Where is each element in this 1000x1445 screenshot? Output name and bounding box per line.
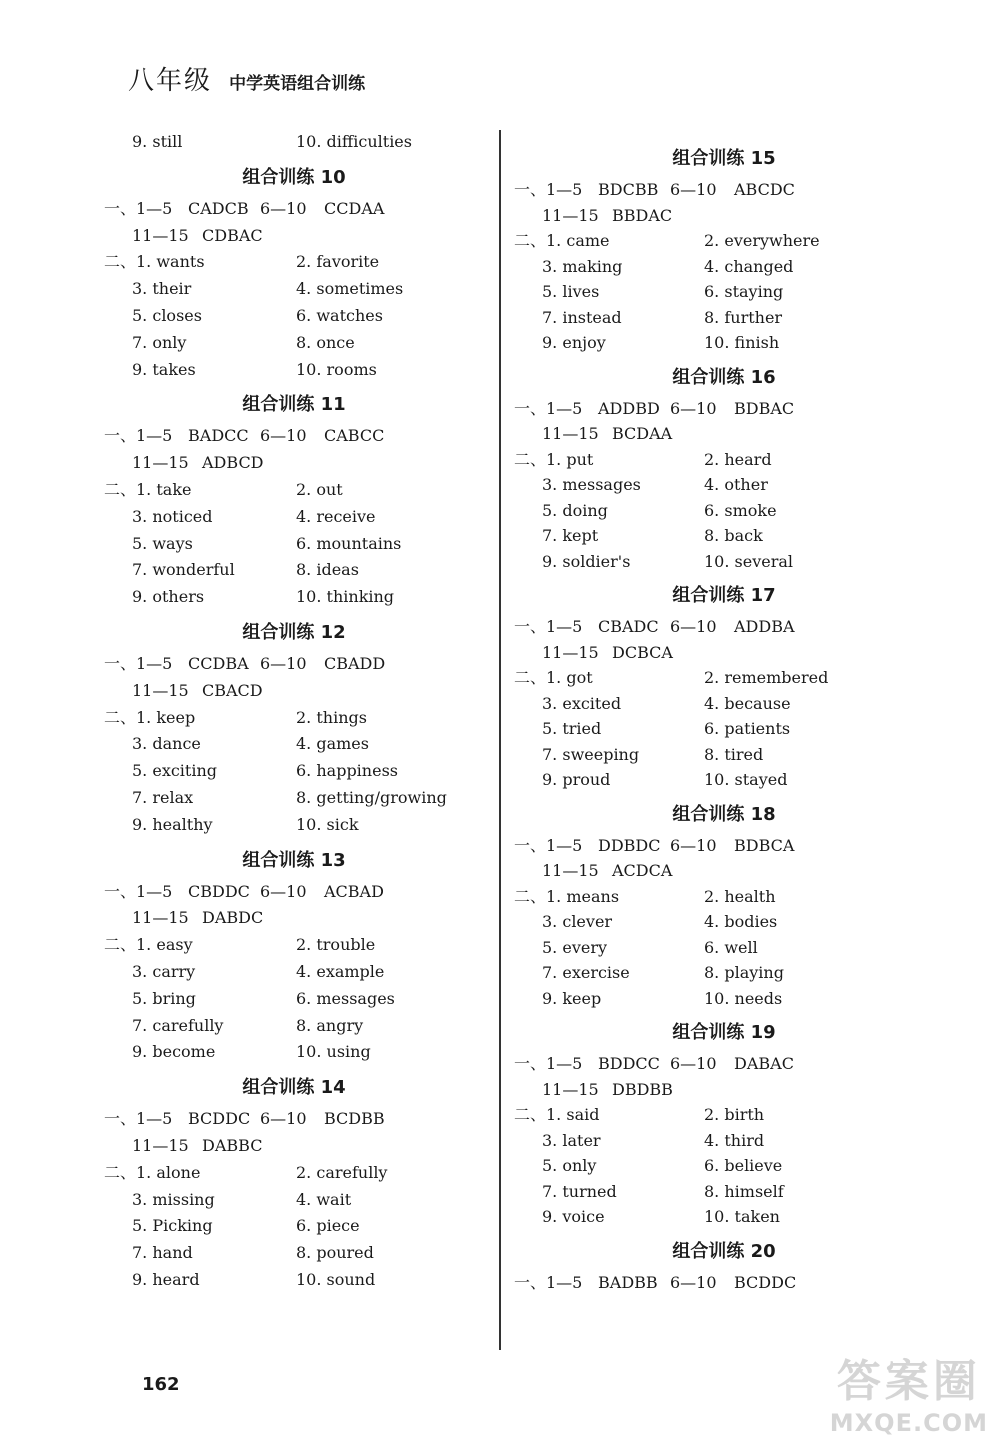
choice-answers-row — [104, 908, 484, 935]
answer-item: 二、1. take — [104, 479, 192, 499]
answer-item: 6. watches — [296, 305, 383, 325]
answer-item: 10. thinking — [296, 587, 395, 607]
answer-line — [104, 587, 484, 614]
choice-answers: DDBDC — [598, 835, 661, 855]
answer-line — [104, 1042, 484, 1069]
choice-label: 11—15 — [132, 680, 189, 700]
choice-label: 一、1—5 — [104, 881, 173, 901]
choice-answers-row — [514, 861, 934, 887]
answer-item: 5. doing — [542, 500, 608, 520]
answer-line — [104, 1190, 484, 1217]
watermark-text: 答案圈 — [836, 1356, 981, 1407]
choice-label: 一、1—5 — [104, 1109, 173, 1129]
choice-answers: ACBAD — [324, 881, 384, 901]
answer-item: 二、1. means — [514, 886, 620, 906]
answer-item: 4. changed — [704, 256, 794, 276]
answer-line — [514, 552, 934, 578]
answer-item: 4. sometimes — [296, 279, 404, 299]
answer-item: 3. missing — [132, 1189, 215, 1209]
answer-line — [514, 450, 934, 476]
watermark-url: MXQE.COM — [829, 1409, 988, 1437]
choice-label: 6—10 — [260, 198, 307, 218]
answer-item: 6. well — [704, 937, 758, 957]
answer-line — [514, 475, 934, 501]
choice-answers: DBDBB — [612, 1079, 673, 1099]
choice-answers-row — [514, 206, 934, 232]
right-column — [514, 140, 934, 1298]
book-title: 中学英语组合训练 — [229, 74, 366, 94]
choice-answers: ADBCD — [202, 453, 264, 473]
answer-item: 4. games — [296, 734, 369, 754]
answer-line — [514, 887, 934, 913]
answer-line — [104, 734, 484, 761]
answer-item: 6. mountains — [296, 533, 402, 553]
answer-item: 9. become — [132, 1042, 216, 1062]
answer-item: 2. remembered — [704, 668, 829, 687]
answer-item: 2. health — [704, 886, 776, 906]
answer-section — [514, 359, 934, 578]
choice-label: 一、1—5 — [104, 653, 173, 673]
answer-line — [104, 560, 484, 587]
answer-item: 4. receive — [296, 506, 376, 526]
choice-label: 11—15 — [542, 1079, 599, 1099]
answer-item: 3. their — [132, 279, 192, 299]
answer-item: 8. back — [704, 526, 763, 545]
answer-line — [104, 534, 484, 561]
choice-label: 一、1—5 — [104, 426, 173, 446]
choice-label: 6—10 — [670, 617, 717, 636]
choice-answers: DABAC — [734, 1054, 794, 1073]
choice-label: 6—10 — [260, 1109, 307, 1129]
answer-item: 7. relax — [132, 787, 194, 807]
answer-item: 4. because — [704, 693, 791, 713]
answer-line — [514, 719, 934, 745]
answer-line — [514, 694, 934, 720]
page-number: 162 — [142, 1374, 180, 1395]
answer-item: 9. healthy — [132, 814, 213, 834]
answer-item: 5. every — [542, 937, 608, 957]
answer-item: 8. ideas — [296, 560, 359, 580]
answer-item: 5. ways — [132, 533, 193, 553]
answer-item: 二、1. alone — [104, 1162, 201, 1182]
answer-line — [514, 989, 934, 1015]
choice-answers: CBACD — [202, 680, 263, 700]
choice-answers-row — [104, 882, 484, 909]
page-header — [128, 60, 365, 97]
answer-item: 二、1. wants — [104, 252, 205, 272]
choice-answers-row — [104, 1109, 484, 1136]
choice-label: 一、1—5 — [514, 1054, 583, 1073]
choice-answers-row — [514, 180, 934, 206]
answer-item: 9. keep — [542, 988, 602, 1008]
answer-item: 9. enjoy — [542, 333, 606, 352]
choice-label: 6—10 — [670, 1272, 717, 1292]
choice-label: 11—15 — [132, 1135, 189, 1155]
choice-label: 一、1—5 — [514, 617, 583, 636]
answer-line — [514, 912, 934, 938]
choice-label: 6—10 — [670, 180, 717, 199]
choice-answers: BDBCA — [734, 835, 795, 855]
answer-item: 4. example — [296, 961, 385, 981]
choice-answers-row — [104, 453, 484, 480]
answer-line — [514, 745, 934, 771]
answer-item: 二、1. keep — [104, 707, 196, 727]
answer-item: 8. himself — [704, 1181, 784, 1201]
section-title: 组合训练 14 — [242, 1077, 346, 1099]
section-title: 组合训练 11 — [242, 394, 346, 416]
answer-item: 2. favorite — [296, 252, 380, 272]
answer-item: 9. still — [132, 132, 183, 151]
choice-label: 6—10 — [670, 835, 717, 855]
choice-answers: CABCC — [324, 426, 385, 446]
answer-item: 7. wonderful — [132, 560, 235, 580]
answer-item: 10. needs — [704, 988, 783, 1008]
choice-answers-row — [514, 1054, 934, 1080]
answer-item: 3. excited — [542, 693, 622, 713]
answer-item: 5. Picking — [132, 1216, 213, 1236]
choice-answers: CBADD — [324, 653, 386, 673]
answer-line — [104, 788, 484, 815]
choice-answers: BCDAA — [612, 424, 673, 443]
choice-answers: DABDC — [202, 908, 264, 928]
answer-item: 9. heard — [132, 1269, 200, 1289]
answer-line — [514, 257, 934, 283]
answer-item: 9. others — [132, 587, 205, 607]
choice-answers: BDDCC — [598, 1054, 660, 1073]
answer-item: 6. believe — [704, 1156, 783, 1175]
grade-label: 八年级 — [128, 66, 213, 96]
choice-answers: ABCDC — [734, 180, 795, 199]
answer-section — [514, 1233, 934, 1299]
choice-answers: DABBC — [202, 1135, 263, 1155]
choice-answers-row — [104, 681, 484, 708]
answer-item: 8. getting/growing — [296, 787, 447, 807]
answer-section — [514, 796, 934, 1015]
answer-item: 10. difficulties — [296, 132, 412, 151]
choice-answers-row — [104, 226, 484, 253]
choice-answers: BBDAC — [612, 205, 673, 225]
answer-item: 7. kept — [542, 526, 599, 545]
answer-item: 3. carry — [132, 961, 196, 981]
answer-item: 4. bodies — [704, 912, 778, 931]
answer-item: 二、1. said — [514, 1105, 600, 1124]
answer-line — [514, 526, 934, 552]
choice-label: 6—10 — [670, 1054, 717, 1073]
section-title: 组合训练 20 — [672, 1240, 776, 1262]
choice-answers: CADCB — [188, 198, 249, 218]
choice-label: 6—10 — [260, 653, 307, 673]
choice-answers: CCDAA — [324, 198, 385, 218]
answer-line — [514, 501, 934, 527]
answer-line — [514, 1131, 934, 1157]
answer-line — [514, 231, 934, 257]
answer-item: 10. taken — [704, 1207, 780, 1226]
answer-item: 8. poured — [296, 1243, 374, 1263]
section-title: 组合训练 19 — [672, 1022, 776, 1043]
choice-answers: BCDBB — [324, 1109, 385, 1129]
answer-line — [104, 1243, 484, 1270]
section-title: 组合训练 15 — [672, 148, 776, 169]
answer-item: 10. stayed — [704, 770, 788, 789]
answer-line — [514, 1182, 934, 1208]
answer-item: 5. only — [542, 1156, 597, 1175]
answer-line — [514, 963, 934, 989]
answer-line — [104, 1163, 484, 1190]
choice-answers-row — [514, 424, 934, 450]
answer-item: 5. tried — [542, 719, 602, 738]
answer-item: 7. instead — [542, 307, 622, 327]
answer-item: 4. third — [704, 1130, 765, 1150]
answer-item: 8. once — [296, 332, 355, 352]
answer-line — [104, 306, 484, 333]
choice-answers-row — [514, 643, 934, 669]
column-divider — [499, 130, 501, 1350]
choice-answers-row — [514, 1273, 934, 1299]
answer-item: 9. takes — [132, 359, 196, 379]
choice-label: 6—10 — [260, 881, 307, 901]
answer-line — [514, 333, 934, 359]
answer-section — [104, 842, 484, 1070]
answer-item: 2. trouble — [296, 935, 376, 955]
answer-item: 7. only — [132, 332, 187, 352]
answer-line — [514, 1156, 934, 1182]
answer-item: 4. other — [704, 475, 768, 494]
answer-line — [104, 761, 484, 788]
answer-section — [514, 577, 934, 796]
answer-line — [514, 1207, 934, 1233]
answer-item: 5. exciting — [132, 761, 218, 781]
answer-line — [514, 668, 934, 694]
choice-answers-row — [104, 426, 484, 453]
answer-line — [104, 1216, 484, 1243]
answer-line — [514, 282, 934, 308]
answer-item: 二、1. got — [514, 668, 593, 687]
choice-label: 一、1—5 — [104, 198, 173, 218]
choice-answers: DCBCA — [612, 642, 673, 662]
answer-item: 9. voice — [542, 1207, 605, 1226]
answer-item: 3. later — [542, 1130, 601, 1150]
choice-label: 一、1—5 — [514, 180, 583, 199]
choice-label: 一、1—5 — [514, 1272, 583, 1292]
answer-item: 5. closes — [132, 305, 202, 325]
choice-label: 一、1—5 — [514, 398, 583, 418]
choice-answers: BCDDC — [188, 1109, 251, 1129]
answer-section — [104, 159, 484, 387]
answer-item: 二、1. came — [514, 231, 610, 250]
answer-item: 5. bring — [132, 988, 196, 1008]
choice-answers: CCDBA — [188, 653, 249, 673]
answer-item: 3. messages — [542, 475, 641, 494]
answer-item: 2. out — [296, 479, 343, 499]
choice-answers: BDBAC — [734, 398, 795, 418]
choice-label: 一、1—5 — [514, 835, 583, 855]
answer-section — [104, 1069, 484, 1297]
answer-item: 二、1. put — [514, 449, 594, 469]
answer-item: 6. patients — [704, 719, 791, 738]
left-column — [104, 132, 484, 1297]
answer-line — [104, 935, 484, 962]
answer-item: 2. birth — [704, 1105, 765, 1124]
answer-item: 6. staying — [704, 282, 784, 301]
answer-item: 3. noticed — [132, 506, 213, 526]
answer-section — [514, 1014, 934, 1233]
answer-item: 10. using — [296, 1042, 371, 1062]
answer-item: 8. further — [704, 307, 783, 327]
answer-item: 10. finish — [704, 333, 780, 352]
choice-answers-row — [514, 617, 934, 643]
choice-answers: ADDBD — [598, 398, 660, 418]
choice-answers: BDCBB — [598, 180, 659, 199]
answer-item: 二、1. easy — [104, 935, 193, 955]
section-title: 组合训练 12 — [242, 621, 346, 643]
answer-item: 7. exercise — [542, 963, 630, 982]
answer-line — [104, 252, 484, 279]
choice-answers-row — [104, 1136, 484, 1163]
answer-section — [104, 614, 484, 842]
answer-item: 10. several — [704, 551, 794, 571]
answer-line — [104, 815, 484, 842]
answer-item: 8. angry — [296, 1015, 364, 1035]
answer-line — [514, 1105, 934, 1131]
answer-item: 10. sick — [296, 814, 359, 834]
answer-line — [104, 507, 484, 534]
choice-answers-row — [514, 1080, 934, 1106]
answer-line — [104, 989, 484, 1016]
answer-item: 9. soldier's — [542, 551, 631, 571]
answer-item: 9. proud — [542, 770, 611, 789]
answer-item: 6. happiness — [296, 761, 398, 781]
section-title: 组合训练 13 — [242, 849, 346, 871]
answer-line — [104, 962, 484, 989]
choice-label: 11—15 — [542, 861, 599, 880]
choice-label: 11—15 — [542, 424, 599, 443]
answer-section — [514, 140, 934, 359]
choice-label: 11—15 — [542, 642, 599, 662]
answer-line — [104, 708, 484, 735]
answer-item: 8. tired — [704, 744, 764, 764]
answer-line — [514, 308, 934, 334]
answer-item: 7. hand — [132, 1243, 193, 1263]
section-title: 组合训练 16 — [672, 366, 776, 388]
watermark-logo — [830, 1345, 988, 1437]
choice-label: 11—15 — [132, 908, 189, 928]
answer-item: 10. rooms — [296, 359, 377, 379]
choice-answers-row — [104, 199, 484, 226]
answer-line — [104, 279, 484, 306]
answer-item: 7. turned — [542, 1181, 617, 1201]
choice-label: 11—15 — [132, 453, 189, 473]
choice-answers: BCDDC — [734, 1272, 797, 1292]
choice-answers: BADCC — [188, 426, 249, 446]
answer-item: 3. clever — [542, 912, 613, 931]
answer-item: 6. piece — [296, 1216, 360, 1236]
choice-label: 6—10 — [670, 398, 717, 418]
choice-answers: BADBB — [598, 1272, 658, 1292]
answer-line — [104, 1016, 484, 1043]
answer-item: 10. sound — [296, 1269, 376, 1289]
answer-item: 7. carefully — [132, 1015, 224, 1035]
answer-line — [104, 333, 484, 360]
answer-section — [104, 386, 484, 614]
answer-line — [514, 938, 934, 964]
section-title: 组合训练 18 — [672, 803, 776, 825]
choice-answers: ADDBA — [734, 617, 795, 636]
choice-answers-row — [104, 654, 484, 681]
answer-item: 3. making — [542, 256, 623, 276]
choice-answers-row — [514, 399, 934, 425]
answer-line — [514, 770, 934, 796]
answer-line — [104, 1270, 484, 1297]
answer-item: 2. everywhere — [704, 231, 820, 250]
answer-line — [104, 360, 484, 387]
section-title: 组合训练 10 — [242, 166, 346, 188]
answer-line — [104, 132, 484, 159]
answer-item: 8. playing — [704, 963, 784, 982]
answer-item: 6. smoke — [704, 500, 777, 520]
choice-answers: CBDDC — [188, 881, 250, 901]
answer-item: 3. dance — [132, 734, 201, 754]
answer-item: 5. lives — [542, 282, 600, 301]
choice-answers: ACDCA — [612, 861, 673, 880]
answer-item: 4. wait — [296, 1189, 352, 1209]
section-title: 组合训练 17 — [672, 585, 776, 606]
answer-item: 2. things — [296, 707, 367, 727]
choice-label: 6—10 — [260, 426, 307, 446]
choice-label: 11—15 — [542, 205, 599, 225]
answer-line — [104, 480, 484, 507]
choice-answers: CBADC — [598, 617, 659, 636]
answer-item: 6. messages — [296, 988, 395, 1008]
choice-label: 11—15 — [132, 225, 189, 245]
choice-answers: CDBAC — [202, 225, 263, 245]
answer-item: 2. heard — [704, 449, 772, 469]
answer-item: 2. carefully — [296, 1162, 388, 1182]
choice-answers-row — [514, 836, 934, 862]
answer-item: 7. sweeping — [542, 744, 640, 764]
